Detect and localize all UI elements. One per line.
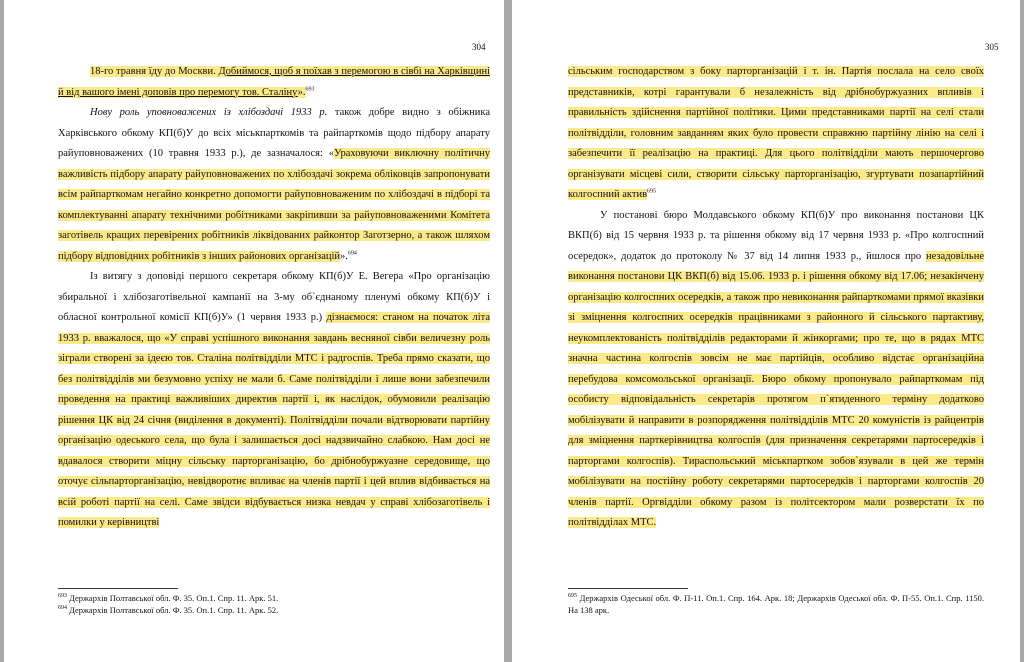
highlighted-text: сільським господарством з боку парторганізацій і т. ін. Партія послала на село своїх представників, котрі гарантували б незалежність від дрібнобуржуазних впливів і правильність здійснення партійної політики. Цими представниками партії на селі стали політвідділи, головним завданням яких було провести справжню партійну лінію на селі і забезпечити її реалізацію на практиці. Для цього політвідділи мають першочергово організувати місцеві сили, створити сільську парторганізацію, згуртувати позапартійний колгоспний актив (568, 66, 984, 200)
page-body (568, 62, 984, 534)
italic-text: Нову роль уповноважених із хлібоздачі 1933 р. (90, 107, 328, 118)
page-number: 304 (472, 42, 486, 52)
footnotes (568, 592, 984, 616)
footnote-ref: 695 (647, 188, 657, 195)
footnote-number: 694 (58, 605, 67, 612)
left-page (4, 0, 504, 662)
footnote-text: Держархів Полтавської обл. Ф. 35. Оп.1. Спр. 11. Арк. 52. (67, 605, 279, 615)
footnote-divider (568, 588, 688, 589)
page-number: 305 (985, 42, 999, 52)
footnote-ref: 693 (305, 86, 315, 92)
highlighted-text: незадовільне виконання постанови ЦК ВКП(б) від 15.06. 1933 р. і рішення обкому від 17.06; незакінчену організацію колгоспних осередків, а також про невиконання райпарткомами прямої вказівки зі зміцнення колгоспних осередків працівниками з районного й сільського партактиву, неукомплектованість політвідділів редакторами й жінкоргами; про те, що в рядах МТС значна частина колгоспів зовсім не має партійців, особливо відстає організаційна перебудова комсомольської організації. Бюро обкому пропонувало райпарткомам під особисту відповідальність секретарів протягом п`ятиденного терміну додатково мобілізувати й направити в розпорядження політвідділів МТС 20 комуністів із райцентрів для зміцнення парткерівництва колгоспів (для призначення секретарями партосередків і парторгами колгоспів). Тираспольський міськпартком зобов`язували в цей же термін мобілізувати на постійну роботу секретарями партосередків і парторгами колгоспів 20 членів партії. Оргвідділи обкому разом із політсектором мали розверстати їх по політвідділах МТС. (568, 250, 984, 528)
highlighted-text: 18-го травня їду до Москви. (90, 66, 219, 77)
highlighted-text: дізнаємося: станом на початок літа 1933 р. вважалося, що (58, 312, 490, 344)
page-body (58, 62, 490, 534)
text: У постанові бюро Молдавського обкому КП(б)У про виконання постанови ЦК ВКП(б) від 15 червня 1933 р. та рішення обкому від 17 червня 1933 р. «Про колгоспний осередок», додаток до протоколу № 37 від 14 липня 1933 р., йшлося про (568, 209, 984, 262)
highlighted-text: Ураховуючи виключну політичну важливість підбору апарату райуповноважених по хлібоздачі зокрема обліковців запропонувати всім райпарткомам негайно конкретно допомогти райуповноваженим по хлібоздачі в підборі та комплектуванні апарату технічними робітниками закріпивши за райуповноваженими Комітета заготівель кращих перевірених робітників ліквідованих райконтор Заготзерно, а також шляхом підбору відповідних робітників з інших районових організацій (58, 148, 490, 262)
highlighted-text: ». (297, 86, 306, 98)
footnotes (58, 592, 490, 616)
footnote (58, 592, 490, 604)
footnote (568, 592, 984, 616)
paragraph-moldavian-obkom (568, 206, 984, 534)
text: ». (340, 250, 348, 262)
footnote-number: 695 (568, 593, 577, 600)
footnote-divider (58, 588, 178, 589)
footnote-text: Держархів Одеської обл. Ф. П-11. Оп.1. Спр. 164. Арк. 18; Держархів Одеської обл. Ф. П-55. Оп.1. Спр. 1150. На 138 арк. (568, 593, 984, 615)
paragraph-quote-stalin (58, 62, 490, 103)
paragraph-continuation (568, 62, 984, 206)
highlighted-text: «У справі успішного виконання завдань весняної сівби величезну роль зіграли створені за ідеєю тов. Сталіна політвідділи МТС і радгоспів. Треба прямо сказати, що без політвідділів ми безумовно успіху не мали б. Саме політвідділи і лише вони забезпечили проведення на практиці важливіших директив партії і, як наслідок, обумовили реалізацію рішення ЦК від 24 січня (виділення в документі). Політвідділи почали відтворювати партійну організацію одеського села, що була і залишається досі надзвичайно слабкою. Нам досі не вдавалося створити міцну сільську парторганізацію, бо дрібнобуржуазне середовище, що оточує сільпарторганізацію, невідворотнє впливає на членів партії і цей вплив відбивається на всій роботі партії на селі. Саме звідси відбувається низка невдач у справі хлібозаготівель і помилки у керівництві (58, 332, 490, 528)
footnote-ref: 694 (347, 250, 357, 256)
right-page (512, 0, 1020, 662)
footnote (58, 604, 490, 616)
paragraph-veher (58, 267, 490, 534)
paragraph-upovnovazheni (58, 103, 490, 267)
text: також добре видно з обіжника Харківського обкому КП(б)У до всіх міськпарткомів та райпарткомів щодо підбору апарату райуповноважених (10 травня 1933 р.), де зазначалося: « (58, 107, 490, 159)
footnote-text: Держархів Полтавської обл. Ф. 35. Оп.1. Спр. 11. Арк. 51. (67, 593, 279, 603)
footnote-number: 693 (58, 593, 67, 600)
highlighted-underlined-text: Добиймося, щоб я поїхав з перемогою в сівбі на Харківщині й від вашого імені доповів про перемогу тов. Сталіну (58, 66, 490, 98)
text: Із витягу з доповіді першого секретаря обкому КП(б)У Е. Вегера «Про організацію збиральної і хлібозаготівельної кампанії на 3-му об`єднаному пленумі обкому КП(б)У і обласної контрольної комісії КП(б)У» (1 червня 1933 р.) (58, 271, 490, 323)
